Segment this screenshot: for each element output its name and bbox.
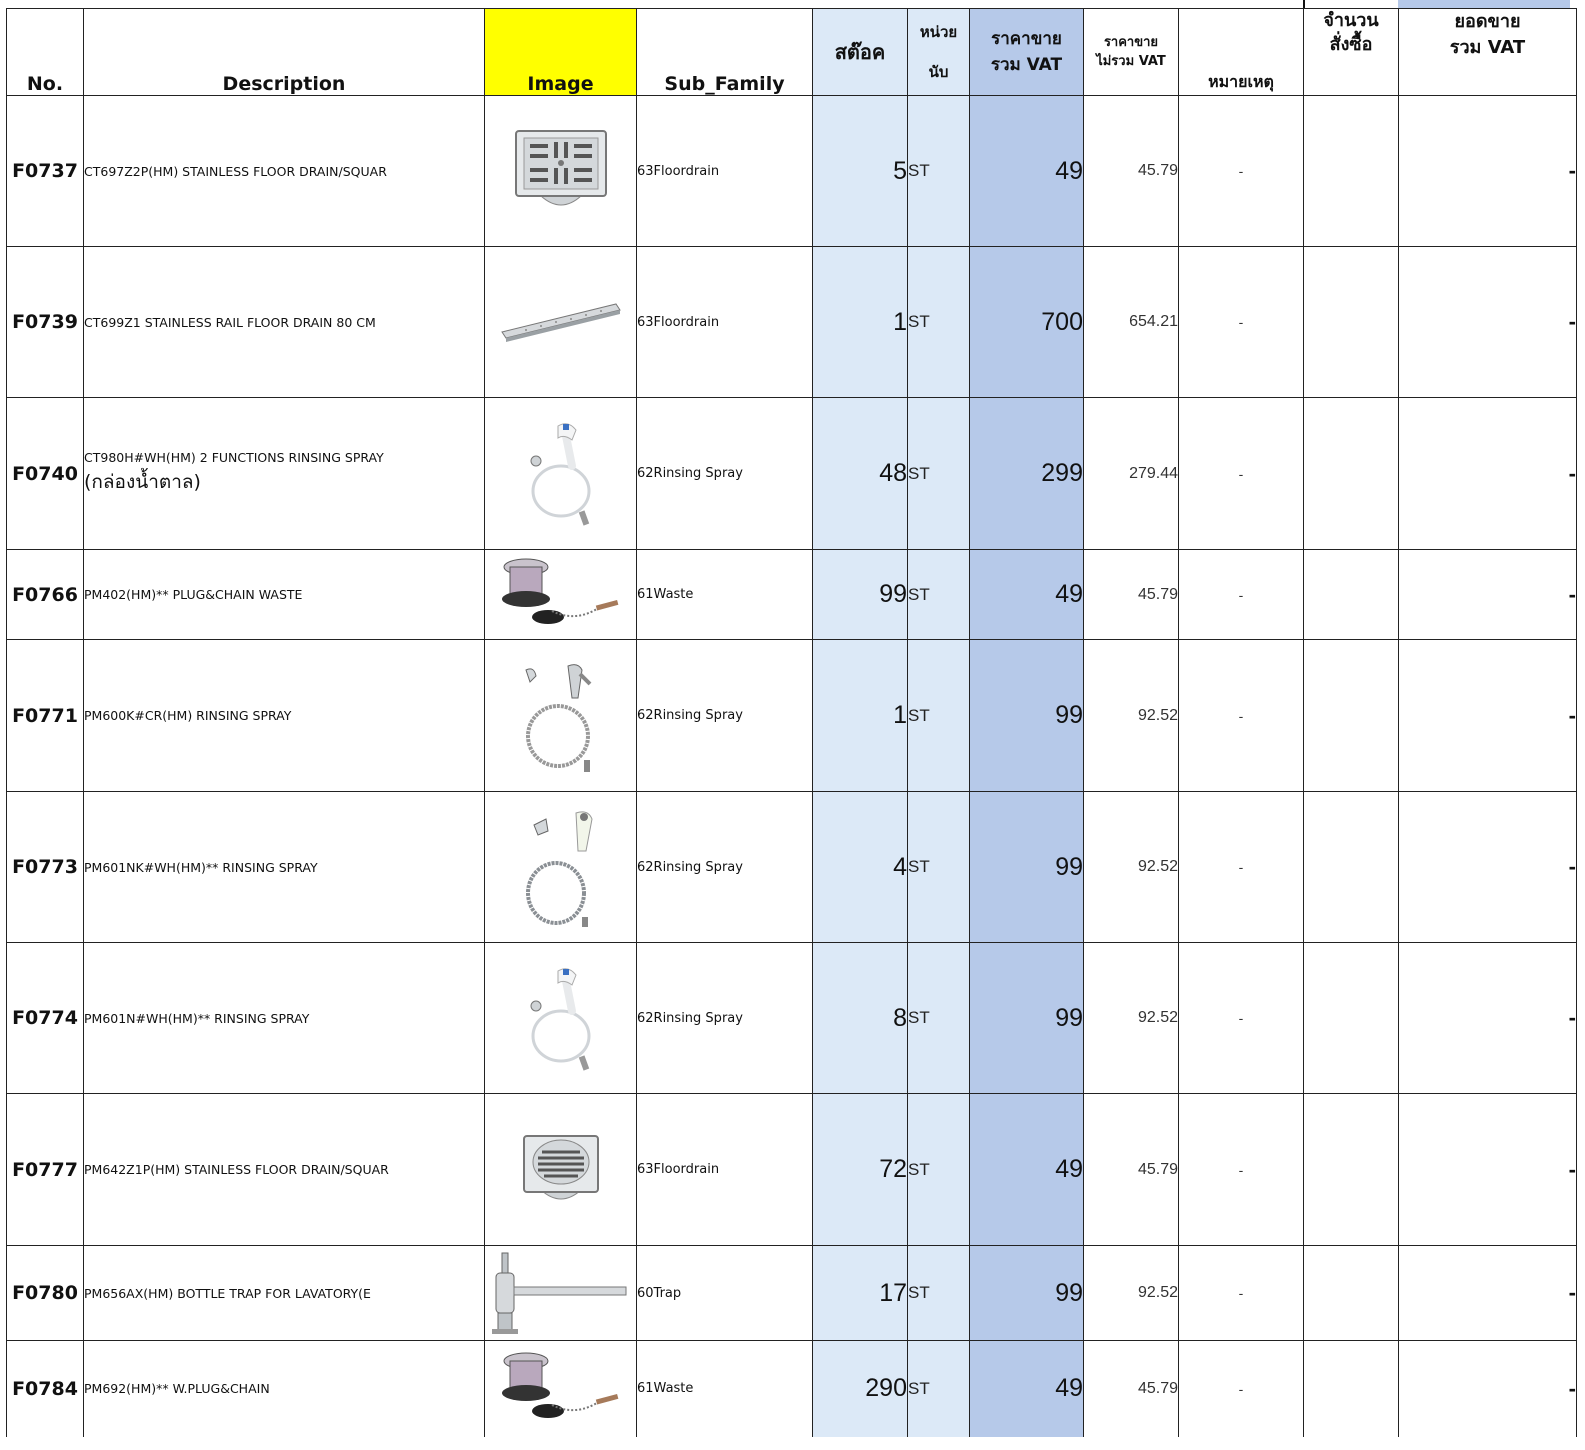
cell-image[interactable] — [485, 1246, 637, 1341]
cell-price-vat[interactable]: 299 — [970, 398, 1084, 550]
cell-sub-family[interactable]: 60Trap — [637, 1246, 813, 1341]
col-header-image[interactable]: Image — [485, 9, 637, 96]
rinsing-spray-metal-hose-icon — [485, 805, 636, 930]
cell-description[interactable] — [84, 1341, 485, 1437]
col-header-total[interactable] — [1399, 9, 1577, 96]
cell-note[interactable]: - — [1179, 1341, 1304, 1437]
table-row — [7, 640, 1577, 792]
table-row — [7, 96, 1577, 247]
header-divider — [1303, 0, 1305, 8]
cell-price-novat[interactable]: 45.79 — [1084, 550, 1179, 640]
cell-price-novat[interactable]: 45.79 — [1084, 96, 1179, 247]
cell-stock[interactable]: 48 — [813, 398, 908, 550]
cell-note[interactable]: - — [1179, 247, 1304, 398]
cell-sub-family[interactable]: 63Floordrain — [637, 96, 813, 247]
cell-qty[interactable] — [1304, 1094, 1399, 1246]
table-row — [7, 1341, 1577, 1437]
plug-chain-waste-icon — [485, 1349, 636, 1429]
cell-stock[interactable]: 1 — [813, 247, 908, 398]
cell-qty[interactable] — [1304, 640, 1399, 792]
cell-sub-family[interactable]: 62Rinsing Spray — [637, 398, 813, 550]
cell-no[interactable]: F0740 — [7, 398, 84, 550]
plug-chain-waste-icon — [485, 555, 636, 635]
table-row — [7, 792, 1577, 943]
cell-image[interactable] — [485, 1341, 637, 1437]
cell-image[interactable] — [485, 1094, 637, 1246]
bottle-trap-icon — [485, 1251, 636, 1336]
cell-no[interactable]: F0739 — [7, 247, 84, 398]
cell-description[interactable] — [84, 1094, 485, 1246]
cell-qty[interactable] — [1304, 96, 1399, 247]
cell-price-novat[interactable]: 45.79 — [1084, 1094, 1179, 1246]
cell-price-novat[interactable]: 92.52 — [1084, 792, 1179, 943]
col-header-price-vat-line1: ราคาขาย — [991, 29, 1062, 49]
table-row — [7, 550, 1577, 640]
cell-note[interactable]: - — [1179, 1246, 1304, 1341]
description-text: PM402(HM)** PLUG&CHAIN WASTE — [84, 587, 303, 602]
cell-total[interactable]: - — [1399, 1341, 1577, 1437]
cell-price-novat[interactable]: 279.44 — [1084, 398, 1179, 550]
cell-description[interactable] — [84, 943, 485, 1094]
cell-sub-family[interactable]: 62Rinsing Spray — [637, 943, 813, 1094]
description-text: PM692(HM)** W.PLUG&CHAIN — [84, 1381, 270, 1397]
description-text: PM642Z1P(HM) STAINLESS FLOOR DRAIN/SQUAR — [84, 1162, 389, 1177]
cell-qty[interactable] — [1304, 1341, 1399, 1437]
col-header-qty[interactable] — [1304, 9, 1399, 96]
description-text: PM600K#CR(HM) RINSING SPRAY — [84, 708, 292, 723]
product-table — [6, 8, 1577, 1437]
cell-stock[interactable]: 290 — [813, 1341, 908, 1437]
cell-qty[interactable] — [1304, 792, 1399, 943]
cell-note[interactable]: - — [1179, 943, 1304, 1094]
cell-qty[interactable] — [1304, 943, 1399, 1094]
cell-stock[interactable]: 99 — [813, 550, 908, 640]
cell-unit[interactable]: ST — [908, 640, 970, 792]
cell-description[interactable] — [84, 247, 485, 398]
cell-image[interactable] — [485, 792, 637, 943]
cell-no[interactable]: F0737 — [7, 96, 84, 247]
col-header-sub-family[interactable]: Sub_Family — [637, 9, 813, 96]
cell-image[interactable] — [485, 96, 637, 247]
table-row — [7, 1246, 1577, 1341]
col-header-price-novat-line1: ราคาขาย — [1103, 35, 1159, 50]
cell-price-novat[interactable]: 92.52 — [1084, 943, 1179, 1094]
cell-image[interactable] — [485, 550, 637, 640]
header-band-blue — [1398, 0, 1570, 8]
chrome-rinsing-spray-icon — [485, 656, 636, 776]
cell-total[interactable]: - — [1399, 1094, 1577, 1246]
top-strip — [0, 0, 1585, 8]
cell-sub-family[interactable]: 63Floordrain — [637, 1094, 813, 1246]
cell-unit[interactable]: ST — [908, 1094, 970, 1246]
square-floor-drain-icon — [485, 126, 636, 216]
cell-price-vat[interactable]: 49 — [970, 1094, 1084, 1246]
cell-no[interactable]: F0777 — [7, 1094, 84, 1246]
description-text: PM601N#WH(HM)** RINSING SPRAY — [84, 1010, 310, 1026]
cell-stock[interactable]: 5 — [813, 96, 908, 247]
cell-no[interactable]: F0780 — [7, 1246, 84, 1341]
col-header-unit[interactable] — [908, 9, 970, 96]
cell-description[interactable] — [84, 792, 485, 943]
description-text: PM656AX(HM) BOTTLE TRAP FOR LAVATORY(E — [84, 1285, 371, 1301]
description-extra: (กล่องน้ำตาล) — [84, 471, 201, 493]
cell-price-vat[interactable]: 49 — [970, 1341, 1084, 1437]
cell-price-vat[interactable]: 49 — [970, 96, 1084, 247]
cell-price-vat[interactable]: 99 — [970, 943, 1084, 1094]
cell-qty[interactable] — [1304, 550, 1399, 640]
cell-description[interactable] — [84, 640, 485, 792]
description-text: PM601NK#WH(HM)** RINSING SPRAY — [84, 859, 318, 875]
col-header-unit-line1: หน่วย — [919, 23, 958, 41]
cell-total[interactable]: - — [1399, 550, 1577, 640]
cell-no[interactable]: F0774 — [7, 943, 84, 1094]
cell-note[interactable]: - — [1179, 398, 1304, 550]
cell-no[interactable]: F0771 — [7, 640, 84, 792]
cell-unit[interactable]: ST — [908, 247, 970, 398]
cell-description[interactable] — [84, 96, 485, 247]
cell-qty[interactable] — [1304, 398, 1399, 550]
description-text: CT980H#WH(HM) 2 FUNCTIONS RINSING SPRAY — [84, 450, 384, 465]
col-header-price-novat[interactable] — [1084, 9, 1179, 96]
cell-qty[interactable] — [1304, 1246, 1399, 1341]
header-row — [7, 9, 1577, 96]
cell-price-novat[interactable]: 92.52 — [1084, 640, 1179, 792]
col-header-unit-line2: นับ — [928, 63, 949, 81]
col-header-stock[interactable]: สต๊อค — [813, 9, 908, 96]
cell-stock[interactable]: 72 — [813, 1094, 908, 1246]
cell-price-vat[interactable]: 99 — [970, 1246, 1084, 1341]
col-header-price-vat-line2: รวม VAT — [990, 55, 1063, 75]
round-grate-floor-drain-icon — [485, 1130, 636, 1210]
cell-description[interactable] — [84, 1246, 485, 1341]
col-header-total-line1: ยอดขาย — [1454, 11, 1521, 32]
cell-unit[interactable]: ST — [908, 550, 970, 640]
cell-image[interactable] — [485, 640, 637, 792]
cell-unit[interactable]: ST — [908, 943, 970, 1094]
table-row — [7, 943, 1577, 1094]
cell-price-vat[interactable]: 99 — [970, 792, 1084, 943]
col-header-price-vat[interactable] — [970, 9, 1084, 96]
cell-total[interactable]: - — [1399, 640, 1577, 792]
cell-total[interactable]: - — [1399, 96, 1577, 247]
cell-price-vat[interactable]: 700 — [970, 247, 1084, 398]
cell-price-novat[interactable]: 654.21 — [1084, 247, 1179, 398]
rail-floor-drain-icon — [485, 292, 636, 352]
cell-image[interactable] — [485, 943, 637, 1094]
cell-unit[interactable]: ST — [908, 792, 970, 943]
table-row — [7, 247, 1577, 398]
col-header-total-line2: รวม VAT — [1449, 37, 1526, 58]
cell-note[interactable]: - — [1179, 550, 1304, 640]
cell-note[interactable]: - — [1179, 96, 1304, 247]
cell-stock[interactable]: 17 — [813, 1246, 908, 1341]
col-header-qty-line2: สั่งซื้อ — [1329, 34, 1373, 55]
cell-image[interactable] — [485, 398, 637, 550]
white-rinsing-spray-icon — [485, 416, 636, 531]
cell-unit[interactable]: ST — [908, 1341, 970, 1437]
cell-qty[interactable] — [1304, 247, 1399, 398]
description-text: CT699Z1 STAINLESS RAIL FLOOR DRAIN 80 CM — [84, 314, 376, 330]
cell-total[interactable]: - — [1399, 792, 1577, 943]
cell-price-vat[interactable]: 49 — [970, 550, 1084, 640]
col-header-note[interactable]: หมายเหตุ — [1179, 9, 1304, 96]
cell-unit[interactable]: ST — [908, 398, 970, 550]
table-row — [7, 398, 1577, 550]
col-header-description[interactable]: Description — [84, 9, 485, 96]
cell-sub-family[interactable]: 62Rinsing Spray — [637, 792, 813, 943]
cell-sub-family[interactable]: 61Waste — [637, 1341, 813, 1437]
col-header-price-novat-line2: ไม่รวม VAT — [1096, 54, 1166, 69]
cell-note[interactable]: - — [1179, 792, 1304, 943]
cell-stock[interactable]: 8 — [813, 943, 908, 1094]
cell-total[interactable]: - — [1399, 398, 1577, 550]
table-row — [7, 1094, 1577, 1246]
description-text: CT697Z2P(HM) STAINLESS FLOOR DRAIN/SQUAR — [84, 163, 387, 179]
cell-note[interactable]: - — [1179, 640, 1304, 792]
cell-stock[interactable]: 1 — [813, 640, 908, 792]
cell-sub-family[interactable]: 63Floordrain — [637, 247, 813, 398]
white-rinsing-spray-icon — [485, 961, 636, 1076]
cell-price-novat[interactable]: 45.79 — [1084, 1341, 1179, 1437]
cell-total[interactable]: - — [1399, 1246, 1577, 1341]
cell-note[interactable]: - — [1179, 1094, 1304, 1246]
col-header-qty-line1: จำนวน — [1323, 10, 1379, 31]
cell-total[interactable]: - — [1399, 247, 1577, 398]
cell-description[interactable] — [84, 550, 485, 640]
cell-stock[interactable]: 4 — [813, 792, 908, 943]
cell-no[interactable]: F0784 — [7, 1341, 84, 1437]
cell-no[interactable]: F0766 — [7, 550, 84, 640]
cell-unit[interactable]: ST — [908, 1246, 970, 1341]
col-header-no[interactable]: No. — [7, 9, 84, 96]
cell-unit[interactable]: ST — [908, 96, 970, 247]
cell-price-vat[interactable]: 99 — [970, 640, 1084, 792]
cell-description[interactable] — [84, 398, 485, 550]
cell-sub-family[interactable]: 61Waste — [637, 550, 813, 640]
cell-no[interactable]: F0773 — [7, 792, 84, 943]
cell-total[interactable]: - — [1399, 943, 1577, 1094]
cell-sub-family[interactable]: 62Rinsing Spray — [637, 640, 813, 792]
cell-price-novat[interactable]: 92.52 — [1084, 1246, 1179, 1341]
cell-image[interactable] — [485, 247, 637, 398]
